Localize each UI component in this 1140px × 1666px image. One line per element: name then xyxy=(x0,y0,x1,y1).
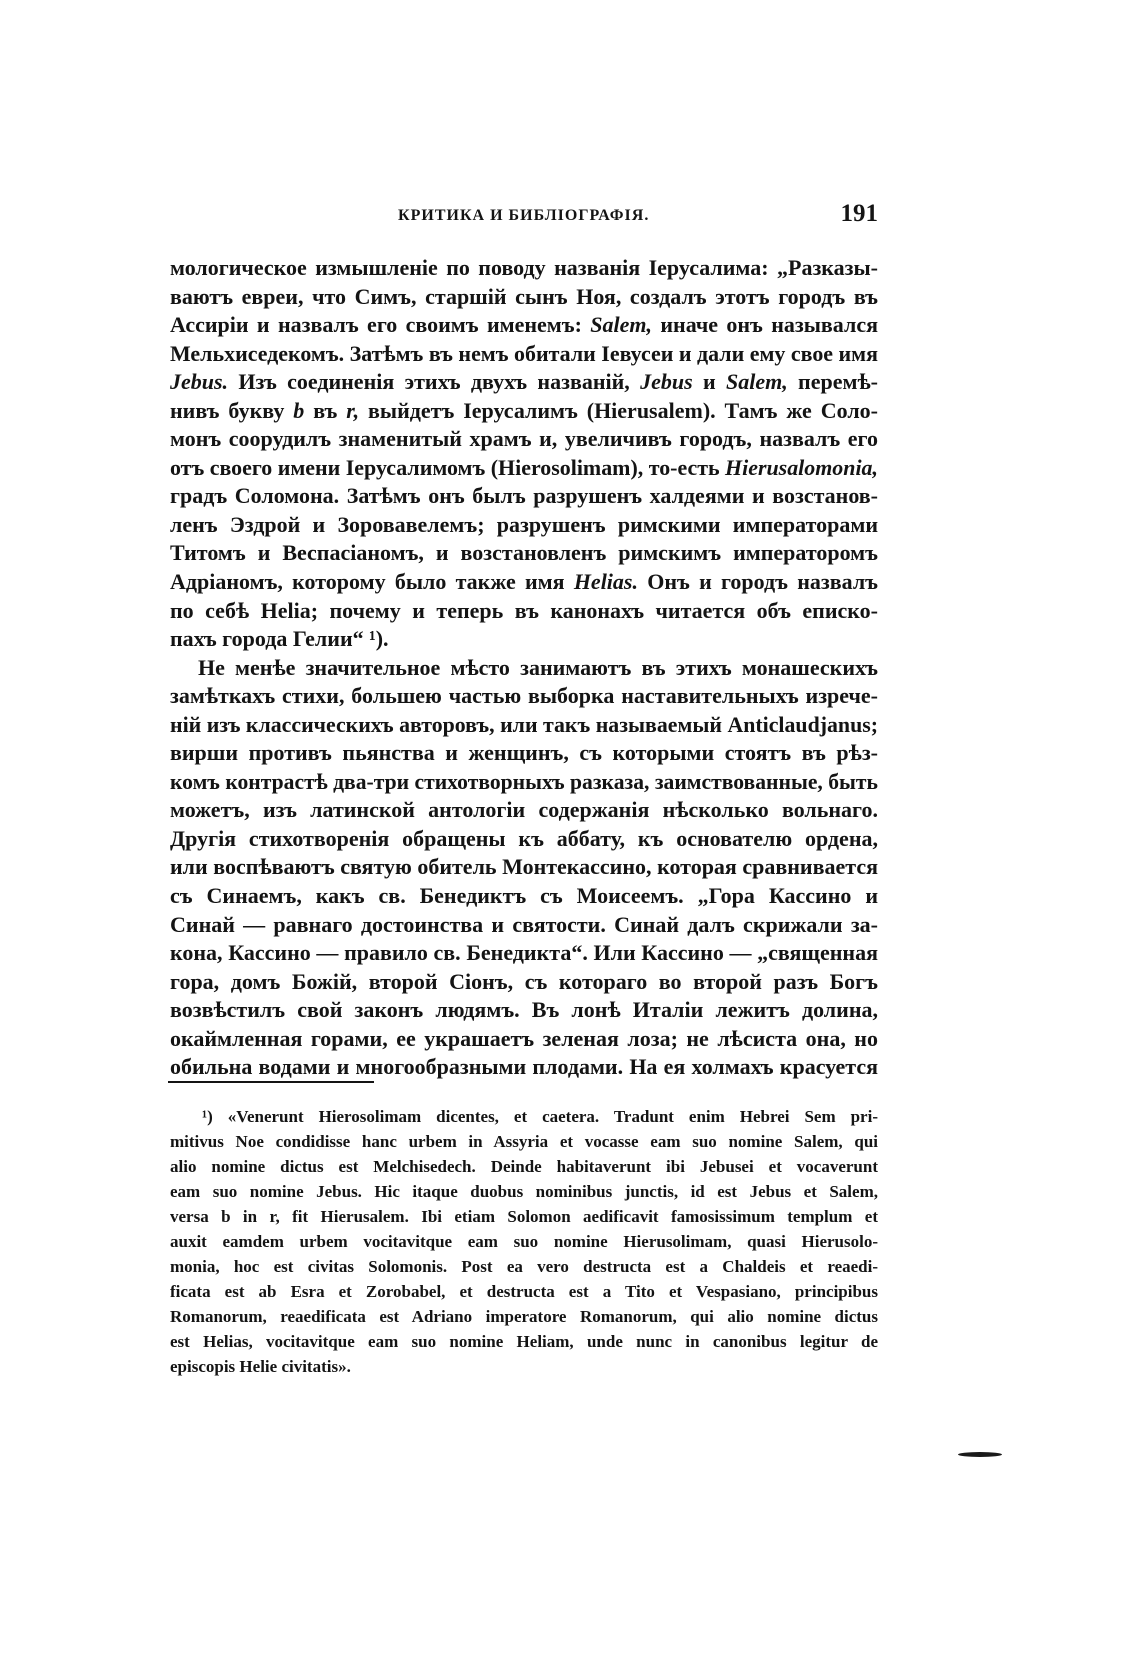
line-text: alio nomine dictus est Melchisedech. Deinde habitaverunt ibi Jebusei et vocaverunt xyxy=(170,1157,878,1176)
footnote-line xyxy=(170,1129,878,1154)
line-text: episcopis Helie civitatis». xyxy=(170,1357,351,1376)
italic-term: Salem, xyxy=(590,312,653,338)
italic-term: b xyxy=(293,397,305,423)
line-text: мологическое измышленіе по поводу названія Іерусалима: „Разказы- xyxy=(170,255,878,280)
line-text: съ Синаемъ, какъ св. Бенедиктъ съ Моисеемъ. „Гора Кассино и xyxy=(170,883,878,909)
line-text: Другія стихотворенія обращены къ аббату, къ основателю ордена, xyxy=(170,825,878,851)
body-line xyxy=(170,425,878,454)
body-line xyxy=(170,539,878,568)
line-text: Romanorum, reaedificata est Adriano imperatore Romanorum, qui alio nomine dictus xyxy=(170,1307,878,1326)
line-text: Мельхиседекомъ. Затѣмъ въ немъ обитали Іевусеи и дали ему свое имя xyxy=(170,340,878,366)
line-text: окаймленная горами, ее украшаетъ зеленая лоза; не лѣсиста она, но xyxy=(170,1025,878,1051)
line-text: auxit eamdem urbem vocitavitque eam suo nomine Hierusolimam, quasi Hierusolo- xyxy=(170,1232,878,1251)
line-text: замѣткахъ стихи, большею частью выборка наставительныхъ изрече- xyxy=(170,683,878,709)
line-text: ficata est ab Esra et Zorobabel, et destructa est a Tito et Vespasiano, principibus xyxy=(170,1282,878,1301)
body-line xyxy=(170,796,878,825)
line-text: Ассиріи и назвалъ его своимъ именемъ: xyxy=(170,312,591,338)
body-line xyxy=(170,882,878,911)
line-text: ленъ Эздрой и Зоровавелемъ; разрушенъ римскими императорами xyxy=(170,511,878,537)
body-line xyxy=(170,711,878,740)
line-text: иначе онъ назывался xyxy=(652,312,878,338)
line-text: Изъ соединенія этихъ двухъ названій, xyxy=(228,369,641,395)
body-line xyxy=(170,739,878,768)
body-line xyxy=(170,968,878,997)
line-text: возвѣстилъ свой законъ людямъ. Въ лонѣ Италіи лежитъ долина, xyxy=(170,997,878,1023)
footnote-line xyxy=(170,1354,878,1379)
body-line xyxy=(170,996,878,1025)
body-line xyxy=(170,597,878,626)
body-line xyxy=(170,311,878,340)
line-text: monia, hoc est civitas Solomonis. Post ea vero destructa est a Chaldeis et reaedi- xyxy=(170,1257,878,1276)
italic-term: Salem, xyxy=(725,369,788,395)
line-text: монъ соорудилъ знаменитый храмъ и, увеличивъ городъ, назвалъ его xyxy=(170,426,878,452)
footnote-line xyxy=(170,1279,878,1304)
body-line xyxy=(170,397,878,426)
line-text: кона, Кассино — правило св. Бенедикта“. Или Кассино — „священная xyxy=(170,940,878,966)
line-text: гора, домъ Божій, второй Сіонъ, съ котораго во второй разъ Богъ xyxy=(170,968,878,994)
italic-term: r, xyxy=(346,397,360,423)
line-text: обильна водами и многообразными плодами. На ея холмахъ красуется xyxy=(170,1054,878,1080)
body-line xyxy=(170,1053,878,1082)
line-text: можетъ, изъ латинской антологіи содержанія нѣсколько вольнаго. xyxy=(170,797,878,823)
line-text: Синай — равнаго достоинства и святости. Синай далъ скрижали за- xyxy=(170,911,878,937)
line-text: ваютъ евреи, что Симъ, старшій сынъ Ноя, создалъ этотъ городъ въ xyxy=(170,283,878,309)
paragraph xyxy=(170,254,878,654)
line-text: нивъ букву xyxy=(170,397,294,423)
footnote-line xyxy=(170,1154,878,1179)
line-text: ній изъ классическихъ авторовъ, или такъ называемый Anticlaudjanus; xyxy=(170,711,878,737)
body-line xyxy=(170,682,878,711)
italic-term: Helias. xyxy=(573,569,638,595)
italic-term: Jebus xyxy=(640,369,693,395)
line-text: по себѣ Helia; почему и теперь въ канонахъ читается объ еписко- xyxy=(170,597,878,623)
paragraph xyxy=(170,654,878,1082)
body-line xyxy=(170,1025,878,1054)
body-line xyxy=(170,482,878,511)
line-text: Адріаномъ, которому было также имя xyxy=(170,569,574,595)
line-text: перемѣ- xyxy=(787,369,878,395)
footnote-line xyxy=(170,1204,878,1229)
italic-term: Hierusalomonia, xyxy=(725,454,878,480)
body-line xyxy=(170,568,878,597)
line-text: versa b in r, fit Hierusalem. Ibi etiam Solomon aedificavit famosissimum templum et xyxy=(170,1207,878,1226)
footnote-line xyxy=(170,1304,878,1329)
italic-term: Jebus. xyxy=(170,369,229,395)
body-line xyxy=(170,254,878,283)
page-number: 191 xyxy=(840,200,878,227)
line-text: Онъ и городъ назвалъ xyxy=(637,569,878,595)
footnote-line xyxy=(170,1329,878,1354)
running-title: КРИТИКА И БИБЛІОГРАФІЯ. xyxy=(398,207,650,224)
footnote-line xyxy=(170,1254,878,1279)
scan-smudge xyxy=(958,1452,1002,1457)
footnote-rule xyxy=(168,1081,374,1083)
body-line xyxy=(170,911,878,940)
body-line xyxy=(170,654,878,683)
footnote-line xyxy=(170,1104,878,1129)
line-text: и xyxy=(692,369,726,395)
body-line xyxy=(170,511,878,540)
body-line xyxy=(170,625,878,654)
body-line xyxy=(170,340,878,369)
running-header xyxy=(170,200,878,232)
line-text: est Helias, vocitavitque eam suo nomine Heliam, unde nunc in canonibus legitur de xyxy=(170,1332,878,1351)
line-text: въ xyxy=(304,397,347,423)
footnote-line xyxy=(170,1179,878,1204)
line-text: mitivus Noe condidisse hanc urbem in Assyria et vocasse eam suo nomine Salem, qui xyxy=(170,1132,878,1151)
line-text: пахъ города Гелии“ ¹). xyxy=(170,626,389,652)
footnote-line xyxy=(170,1229,878,1254)
body-line xyxy=(170,368,878,397)
line-text: вирши противъ пьянства и женщинъ, съ которыми стоятъ въ рѣз- xyxy=(170,740,878,766)
body-line xyxy=(170,283,878,312)
body-line xyxy=(170,853,878,882)
line-text: eam suo nomine Jebus. Hic itaque duobus nominibus junctis, id est Jebus et Salem, xyxy=(170,1182,878,1201)
body-line xyxy=(170,768,878,797)
footnote xyxy=(170,1104,878,1379)
line-text: ¹) «Venerunt Hierosolimam dicentes, et caetera. Tradunt enim Hebrei Sem pri- xyxy=(202,1107,878,1126)
body-line xyxy=(170,939,878,968)
line-text: комъ контрастѣ два-три стихотворныхъ разказа, заимствованные, быть xyxy=(170,768,878,794)
body-line xyxy=(170,825,878,854)
body-line xyxy=(170,454,878,483)
line-text: Не менѣе значительное мѣсто занимаютъ въ этихъ монашескихъ xyxy=(198,654,878,680)
line-text: отъ своего имени Іерусалимомъ (Hierosolimam), то-есть xyxy=(170,454,726,480)
line-text: градъ Соломона. Затѣмъ онъ былъ разрушенъ халдеями и возстанов- xyxy=(170,483,878,509)
line-text: выйдетъ Іерусалимъ (Hierusalem). Тамъ же Соло- xyxy=(359,397,878,423)
line-text: Титомъ и Веспасіаномъ, и возстановленъ римскимъ императоромъ xyxy=(170,540,878,566)
body-text xyxy=(170,254,878,1082)
line-text: или воспѣваютъ святую обитель Монтекассино, которая сравнивается xyxy=(170,854,878,880)
